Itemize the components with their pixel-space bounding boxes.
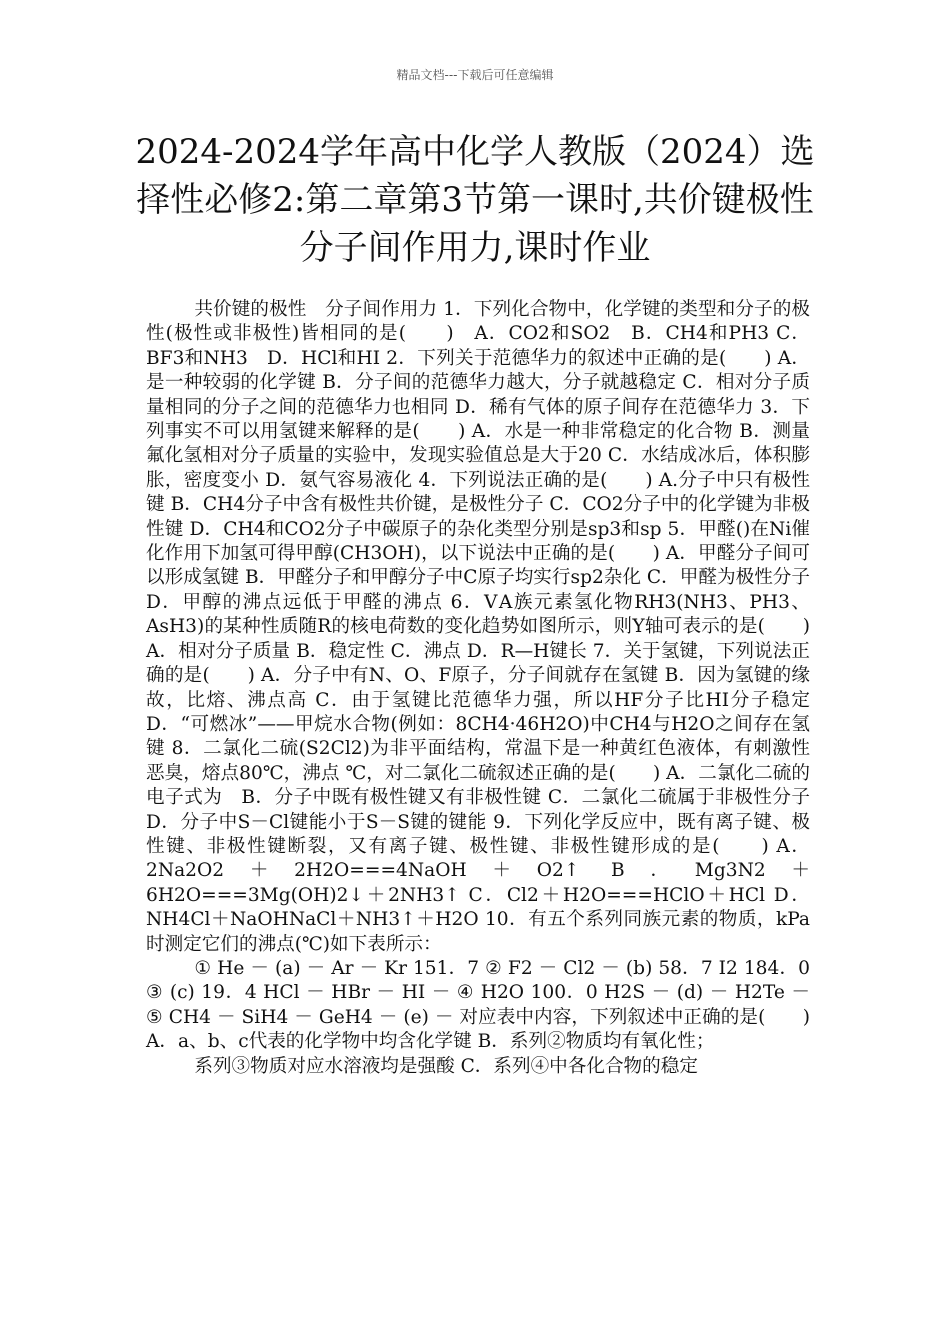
header-note: 精品文档---下载后可任意编辑 [396, 68, 554, 82]
body-paragraph: 共价键的极性 分子间作用力 1．下列化合物中，化学键的类型和分子的极性(极性或非极性)皆相同的是( ) A．CO2和SO2 B．CH4和PH3 C．BF3和NH3 D．HCl和HI 2．下列关于范德华力的叙述中正确的是( ) A．是一种较弱的化学键 B．分子间的范德华力越大，分子就越稳定 C．相对分子质量相同的分子之间的范德华力也相同 D．稀有气体的原子间存在范德华力 3．下列事实不可以用氢键来解释的是( ) A．水是一种非常稳定的化合物 B．测量氟化氢相对分子质量的实验中，发现实验值总是大于20 C．水结成冰后，体积膨胀，密度变小 D．氨气容易液化 4．下列说法正确的是( ) A.分子中只有极性键 B．CH4分子中含有极性共价键，是极性分子 C．CO2分子中的化学键为非极性键 D．CH4和CO2分子中碳原子的杂化类型分别是sp3和sp 5．甲醛()在Ni催化作用下加氢可得甲醇(CH3OH)，以下说法中正确的是( ) A．甲醛分子间可以形成氢键 B．甲醛分子和甲醇分子中C原子均实行sp2杂化 C．甲醛为极性分子 D．甲醇的沸点远低于甲醛的沸点 6．ⅤA族元素氢化物RH3(NH3、PH3、AsH3)的某种性质随R的核电荷数的变化趋势如图所示，则Y轴可表示的是( ) A．相对分子质量 B．稳定性 C．沸点 D．R—H键长 7．关于氢键，下列说法正确的是( ) A．分子中有N、O、F原子，分子间就存在氢键 B．因为氢键的缘故，比熔、沸点高 C．由于氢键比范德华力强，所以HF分子比HI分子稳定 D．“可燃冰”——甲烷水合物(例如：8CH4·46H2O)中CH4与H2O之间存在氢键 8．二氯化二硫(S2Cl2)为非平面结构，常温下是一种黄红色液体，有刺激性恶臭，熔点80℃，沸点 ℃，对二氯化二硫叙述正确的是( ) A．二氯化二硫的电子式为 B．分子中既有极性键又有非极性键 C．二氯化二硫属于非极性分子 D．分子中S－Cl键能小于S－S键的键能 9．下列化学反应中，既有离子键、极性键、非极性键断裂，又有离子键、极性键、非极性键形成的是( ) A．2Na2O2＋2H2O===4NaOH＋O2↑ B．Mg3N2＋6H2O===3Mg(OH)2↓＋2NH3↑ C．Cl2＋H2O===HClO＋HCl D．NH4Cl＋NaOHNaCl＋NH3↑＋H2O 10．有五个系列同族元素的物质，kPa时测定它们的沸点(℃)如下表所示： [146, 299, 810, 955]
document-title: 2024-2024学年高中化学人教版（2024）选择性必修2:第二章第3节第一课时,共价键极性分子间作用力,课时作业 [135, 132, 815, 268]
body-paragraph: 系列③物质对应水溶液均是强酸 C．系列④中各化合物的稳定 [194, 1055, 698, 1077]
body-paragraph: ① He － (a) － Ar － Kr 151．7 ② F2 － Cl2 － (b) 58．7 I2 184．0 ③ (c) 19．4 HCl － HBr － HI － ④ H2O 100．0 H2S － (d) － H2Te － ⑤ CH4 － SiH4 － GeH4 － (e) － 对应表中内容，下列叙述中正确的是( ) A．a、b、c代表的化学物中均含化学键 B．系列②物质均有氧化性； [146, 957, 810, 1053]
document-body [146, 298, 810, 1079]
